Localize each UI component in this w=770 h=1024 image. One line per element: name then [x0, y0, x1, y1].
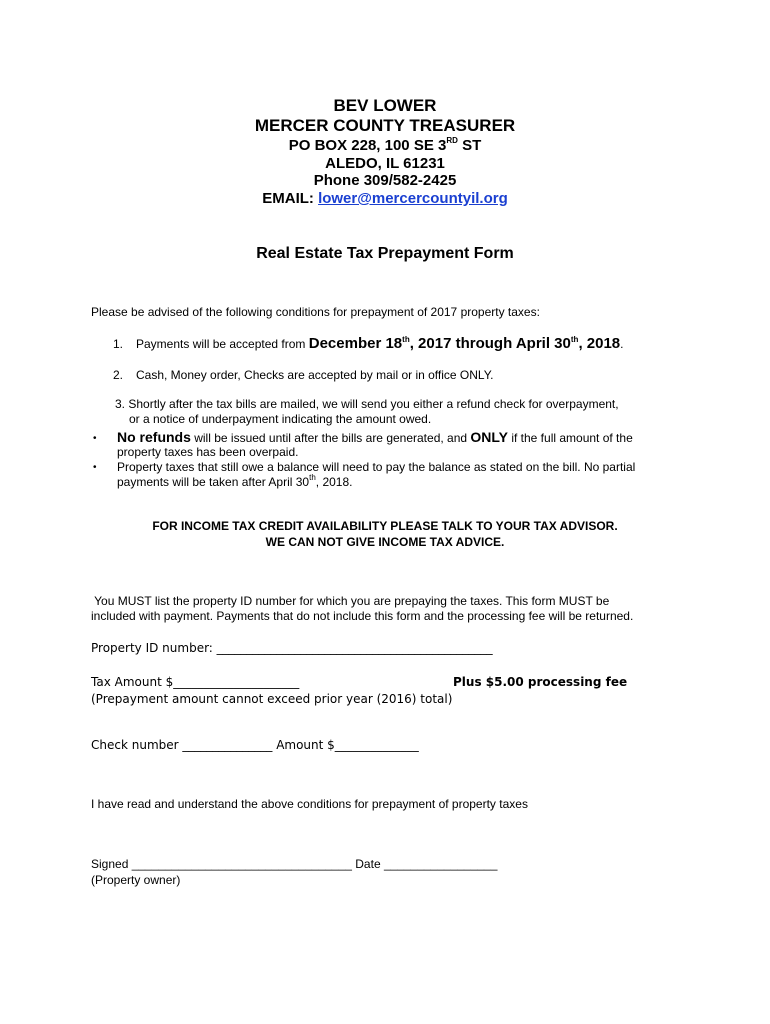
only-label: ONLY	[470, 429, 508, 445]
address-suffix: ST	[457, 137, 482, 154]
property-id-field[interactable]: Property ID number: ______________________________________________	[91, 641, 493, 655]
item-3-line-1: 3. Shortly after the tax bills are mailed, we will send you either a refund check for overpayment,	[115, 397, 619, 411]
item-1-date-mid: , 2017 through April 30	[409, 335, 571, 352]
property-owner-label: (Property owner)	[91, 873, 181, 887]
office-title: MERCER COUNTY TREASURER	[254, 116, 516, 135]
balance-text-a: payments will be taken after April 30	[117, 475, 310, 489]
must-list-line-1: You MUST list the property ID number for which you are prepaying the taxes. This form MUST be	[91, 594, 610, 608]
item-2-number: 2.	[113, 368, 124, 382]
email-line	[0, 190, 770, 208]
item-1-sup-end: th	[570, 335, 579, 344]
no-refunds-text-2: if the full amount of the	[508, 431, 633, 445]
balance-text-b: , 2018.	[315, 475, 353, 489]
income-tax-notice-line-1: FOR INCOME TAX CREDIT AVAILABILITY PLEASE TALK TO YOUR TAX ADVISOR.	[152, 519, 618, 533]
treasurer-name: BEV LOWER	[333, 96, 437, 115]
item-2-text: Cash, Money order, Checks are accepted by mail or in office ONLY.	[136, 368, 494, 382]
bullet-dot: •	[93, 433, 97, 444]
balance-line-2	[117, 475, 352, 490]
city-state-zip: ALEDO, IL 61231	[325, 155, 445, 172]
income-tax-notice-line-2: WE CAN NOT GIVE INCOME TAX ADVICE.	[265, 535, 505, 549]
must-list-line-2: included with payment. Payments that do not include this form and the processing fee will be returned.	[91, 609, 634, 623]
bullet-item-balance	[93, 460, 636, 475]
item-1-text: Payments will be accepted from	[136, 337, 309, 351]
address-prefix: PO BOX 228, 100 SE 3	[288, 137, 447, 154]
processing-fee-note: Plus $5.00 processing fee	[453, 675, 628, 689]
acknowledgement-text: I have read and understand the above conditions for prepayment of property taxes	[91, 797, 528, 811]
address-superscript: RD	[446, 136, 458, 145]
prepayment-limit-note: (Prepayment amount cannot exceed prior year (2016) total)	[91, 692, 453, 706]
signature-date-field[interactable]: Signed _________________________________ Date _________________	[91, 857, 498, 871]
bullet-dot: •	[93, 462, 97, 473]
item-1-period: .	[620, 337, 624, 351]
intro-text: Please be advised of the following conditions for prepayment of 2017 property taxes:	[91, 305, 540, 319]
email-link[interactable]: lower@mercercountyil.org	[318, 190, 508, 207]
mailing-address	[0, 137, 770, 155]
form-title: Real Estate Tax Prepayment Form	[256, 245, 514, 262]
item-1-number: 1.	[113, 337, 124, 351]
check-amount-field[interactable]: Check number _______________ Amount $______________	[91, 738, 419, 752]
item-1-date-start: December 18	[308, 335, 403, 352]
no-refunds-line-2: property taxes has been overpaid.	[117, 445, 299, 459]
balance-superscript: th	[309, 473, 316, 482]
balance-line-1: Property taxes that still owe a balance will need to pay the balance as stated on the bill. No partial	[117, 460, 636, 474]
tax-amount-field[interactable]: Tax Amount $_____________________	[91, 675, 300, 689]
item-3-line-2: or a notice of underpayment indicating the amount owed.	[129, 412, 432, 426]
item-1-sup-start: th	[402, 335, 410, 344]
no-refunds-label: No refunds	[117, 429, 191, 445]
item-1-date-end: , 2018	[578, 335, 621, 352]
email-label: EMAIL:	[262, 190, 319, 207]
no-refunds-text: will be issued until after the bills are generated, and	[190, 431, 471, 445]
phone-number: Phone 309/582-2425	[313, 172, 457, 189]
item-1	[136, 334, 624, 354]
